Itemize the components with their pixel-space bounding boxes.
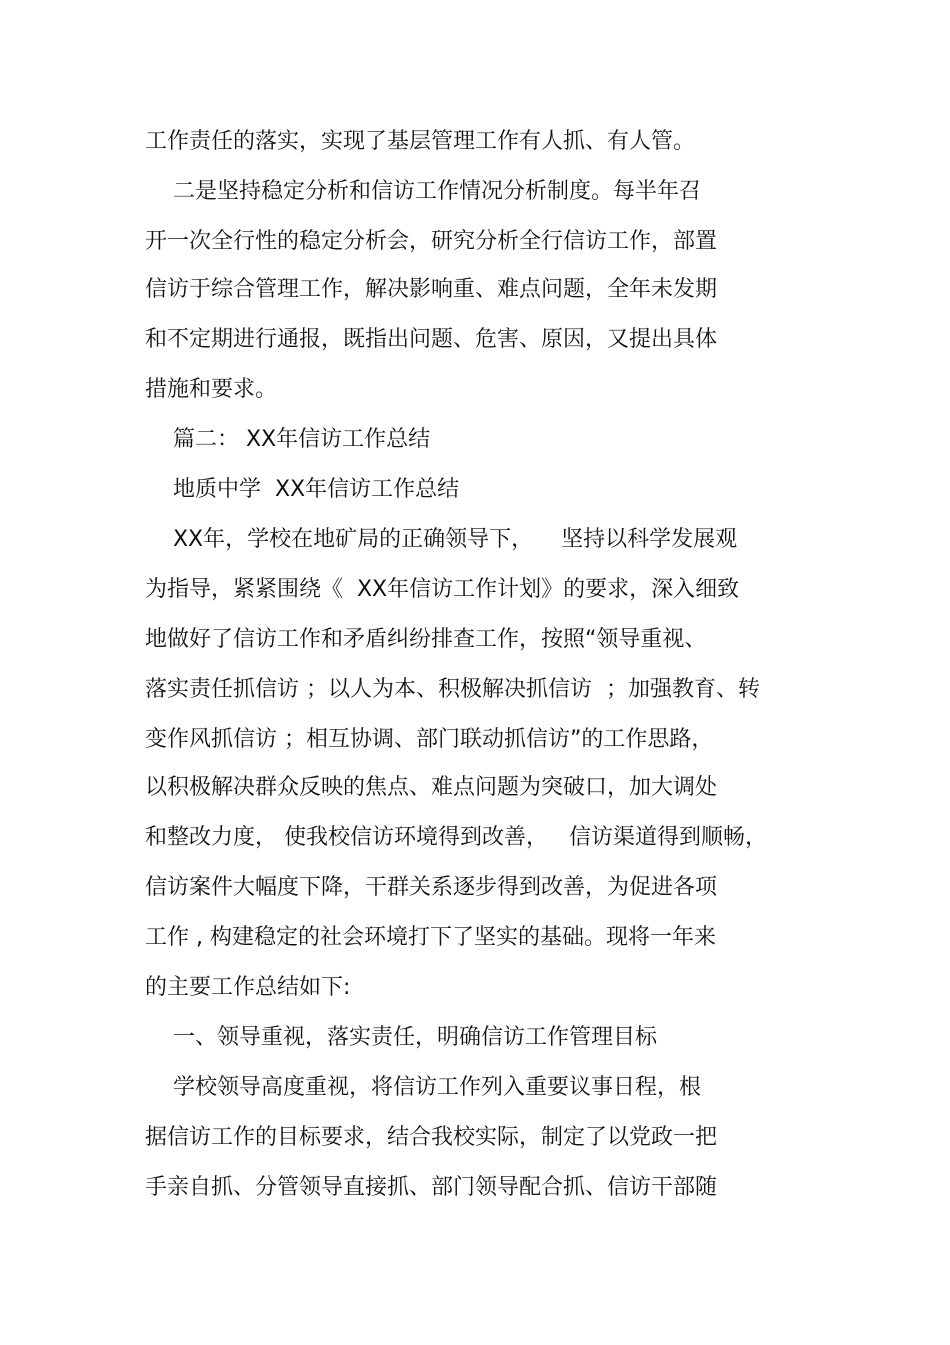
text-line: 地做好了信访工作和矛盾纠纷排查工作，按照“领导重视、 [145, 627, 707, 652]
section-heading: 一、领导重视，落实责任，明确信访工作管理目标 [145, 1025, 657, 1050]
text-line: 信访案件大幅度下降，干群关系逐步得到改善，为促进各项 [145, 875, 718, 900]
text-line: 以积极解决群众反映的焦点、难点问题为突破口，加大调处 [145, 775, 718, 800]
text-line: 学校领导高度重视，将信访工作列入重要议事日程，根 [145, 1075, 701, 1100]
text-line: 的主要工作总结如下: [145, 975, 351, 1000]
text-line: 措施和要求。 [145, 377, 278, 402]
text-line: 落实责任抓信访 ；以人为本、积极解决抓信访 ；加强教育、转 [145, 677, 760, 702]
text-line: XX年，学校在地矿局的正确领导下， 坚持以科学发展观 [145, 527, 738, 552]
text-line: 据信访工作的目标要求，结合我校实际，制定了以党政一把 [145, 1125, 718, 1150]
text-line: 和整改力度， 使我校信访环境得到改善， 信访渠道得到顺畅， [145, 825, 767, 850]
text-line: 二是坚持稳定分析和信访工作情况分析制度。每半年召 [145, 179, 701, 204]
text-line: 工作责任的落实，实现了基层管理工作有人抓、有人管。 [145, 129, 696, 154]
document-title: 地质中学 XX年信访工作总结 [145, 477, 460, 502]
text-line: 信访于综合管理工作，解决影响重、难点问题，全年未发期 [145, 277, 718, 302]
text-line: 和不定期进行通报，既指出问题、危害、原因，又提出具体 [145, 327, 718, 352]
text-line: 为指导，紧紧围绕《 XX年信访工作计划》的要求，深入细致 [145, 577, 740, 602]
text-line: 开一次全行性的稳定分析会，研究分析全行信访工作，部置 [145, 229, 718, 254]
text-line: 工作 , 构建稳定的社会环境打下了坚实的基础。现将一年来 [145, 925, 716, 950]
text-line: 变作风抓信访 ；相互协调、部门联动抓信访”的工作思路， [145, 727, 714, 752]
text-line: 手亲自抓、分管领导直接抓、部门领导配合抓、信访干部随 [145, 1175, 718, 1200]
section-heading: 篇二： XX年信访工作总结 [145, 427, 431, 452]
